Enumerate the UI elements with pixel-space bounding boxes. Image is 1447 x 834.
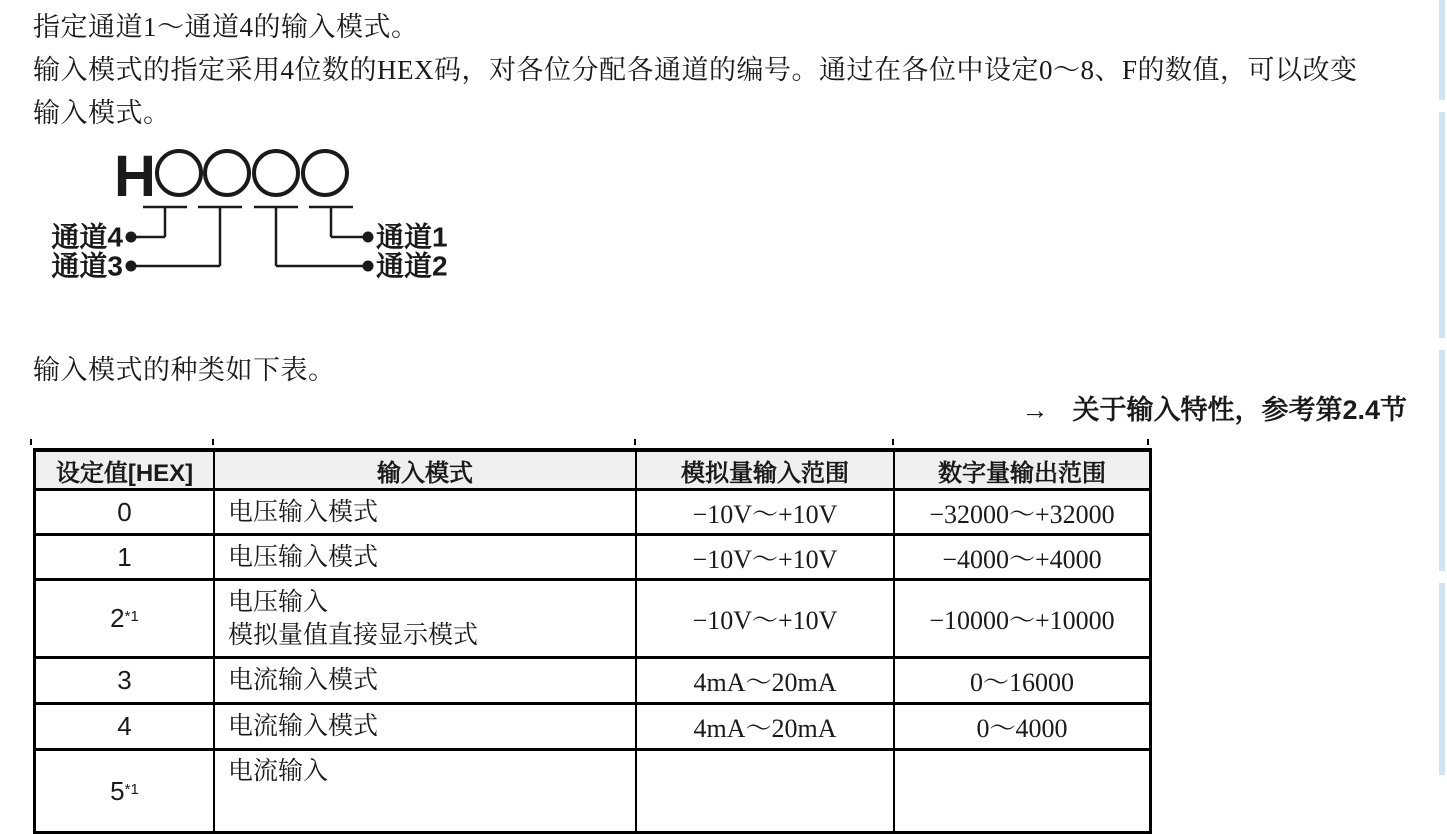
- mode-line: 电压输入模式: [228, 542, 379, 571]
- cell-analog-range: 4mA～20mA: [637, 705, 893, 748]
- cell-input-mode: [215, 659, 635, 702]
- label-channel3: 通道3: [51, 250, 123, 282]
- cell-input-mode: [215, 536, 635, 578]
- scrollbar-segment[interactable]: [1439, 112, 1445, 338]
- label-channel1: 通道1: [376, 221, 448, 253]
- border-stub: [30, 439, 32, 445]
- mode-line: 电流输入: [228, 757, 329, 785]
- digit-underlines: [131, 207, 368, 266]
- border-stub: [892, 439, 894, 445]
- footnote-marker: *1: [124, 608, 139, 625]
- intro-paragraph: [33, 6, 1358, 135]
- cell-input-mode: [215, 491, 635, 533]
- intro-line-3: 输入模式。: [33, 98, 171, 128]
- set-value-text: 2: [110, 603, 125, 633]
- cell-analog-range: [637, 751, 893, 831]
- label-channel2: 通道2: [376, 250, 448, 282]
- header-digital-range: 数字量输出范围: [895, 452, 1149, 488]
- cell-analog-range: 4mA～20mA: [637, 659, 893, 702]
- mode-line: 电压输入模式: [228, 497, 379, 526]
- header-analog-range: 模拟量输入范围: [637, 452, 893, 488]
- cell-set-value: [36, 659, 213, 702]
- digit-circle-2: [254, 151, 298, 195]
- cell-input-mode: [215, 705, 635, 748]
- cell-analog-range: −10V～+10V: [637, 581, 893, 656]
- cell-input-mode: [215, 751, 635, 831]
- cell-digital-range: 0～16000: [895, 659, 1149, 702]
- border-stub: [634, 439, 636, 445]
- mode-line: 电流输入模式: [228, 712, 379, 740]
- digit-circle-4: [157, 151, 201, 195]
- border-stub: [1147, 439, 1149, 445]
- scrollbar-segment[interactable]: [1439, 583, 1445, 775]
- cell-digital-range: [895, 751, 1149, 831]
- reference-note-text: 关于输入特性，参考第2.4节: [1072, 395, 1407, 425]
- input-mode-table: [33, 448, 1152, 834]
- intro-line-2: 输入模式的指定采用4位数的HEX码，对各位分配各通道的编号。通过在各位中设定0～8、F的数值，可以改变: [33, 55, 1358, 85]
- cell-set-value: [36, 491, 213, 533]
- cell-digital-range: −32000～+32000: [895, 491, 1149, 533]
- cell-analog-range: −10V～+10V: [637, 536, 893, 578]
- set-value-text: 4: [117, 711, 132, 741]
- cell-input-mode: [215, 581, 635, 656]
- scrollbar-segment[interactable]: [1439, 350, 1445, 571]
- label-channel4: 通道4: [51, 221, 123, 253]
- cell-digital-range: 0～4000: [895, 705, 1149, 748]
- cell-set-value: [36, 751, 213, 831]
- table-intro-text: 输入模式的种类如下表。: [33, 355, 336, 385]
- digit-circle-3: [205, 151, 249, 195]
- cell-analog-range: −10V～+10V: [637, 491, 893, 533]
- intro-line-1: 指定通道1～通道4的输入模式。: [33, 12, 419, 42]
- header-set-value: 设定值[HEX]: [36, 452, 213, 488]
- digit-circle-1: [303, 151, 347, 195]
- cell-set-value: [36, 705, 213, 748]
- mode-line: 模拟量值直接显示模式: [228, 620, 479, 649]
- mode-line: 电流输入模式: [228, 666, 379, 694]
- cell-set-value: [36, 536, 213, 578]
- channel-diagram: [0, 140, 500, 305]
- hex-prefix: H: [114, 144, 156, 209]
- set-value-text: 1: [117, 541, 132, 572]
- scrollbar-segment[interactable]: [1439, 0, 1445, 100]
- arrow-icon: →: [1021, 395, 1049, 425]
- header-input-mode: 输入模式: [215, 452, 635, 488]
- mode-line: 电压输入: [228, 587, 329, 616]
- set-value-text: 0: [117, 496, 132, 527]
- cell-digital-range: −10000～+10000: [895, 581, 1149, 656]
- cell-digital-range: −4000～+4000: [895, 536, 1149, 578]
- set-value-text: 3: [117, 665, 132, 695]
- reference-note: [1021, 388, 1407, 427]
- cell-set-value: [36, 581, 213, 656]
- border-stub: [212, 439, 214, 445]
- footnote-marker: *1: [124, 780, 139, 798]
- set-value-text: 5: [110, 775, 125, 806]
